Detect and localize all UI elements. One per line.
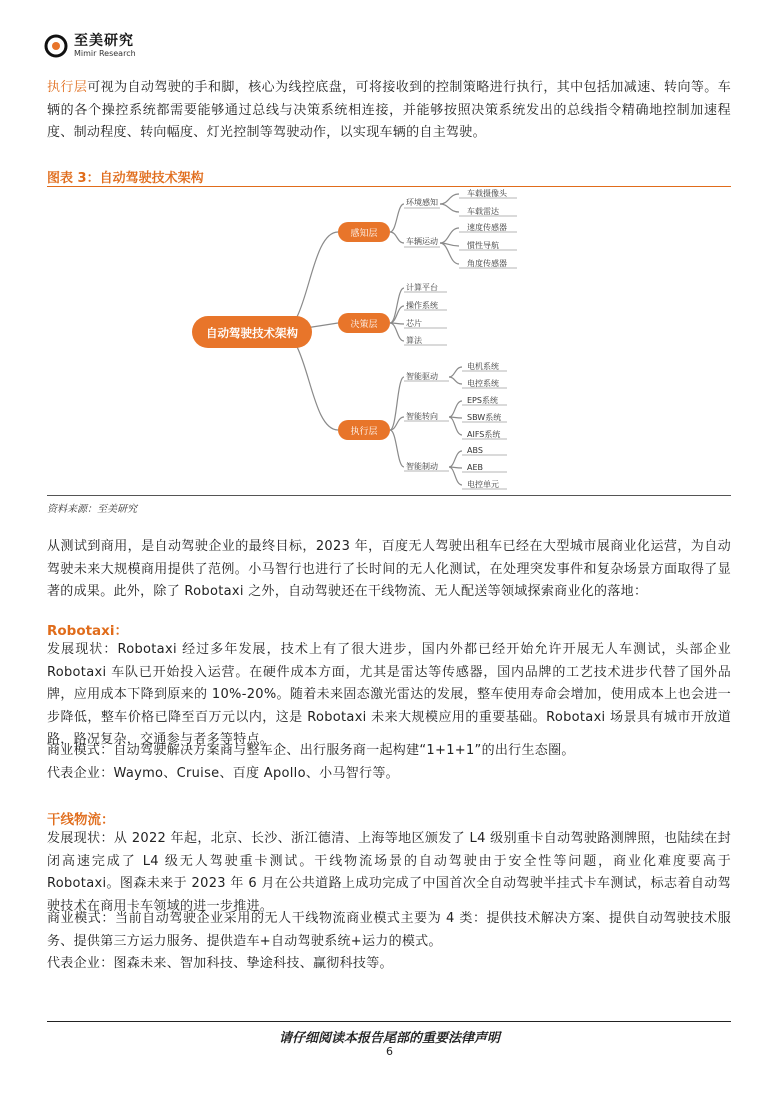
mm-inertial-nav: 惯性导航 [467, 241, 499, 250]
logistics-heading: 干线物流： [47, 812, 115, 828]
figure-source: 资料来源：至美研究 [47, 504, 137, 515]
mm-compute-platform: 计算平台 [406, 283, 438, 292]
mm-aifs: AIFS系统 [467, 430, 501, 439]
robotaxi-model: 商业模式：自动驾驶解决方案商与整车企、出行服务商一起构建“1+1+1”的出行生态圈。 [47, 743, 575, 758]
logistics-status: 发展现状：从 2022 年起，北京、长沙、浙江德清、上海等地区颁发了 L4 级别重卡自动驾驶路测牌照，也陆续在封闭高速完成了 L4 级无人驾驶重卡测试。干线物流场景的自动驾驶由于安全性等问题，商业化难度要高于 Robotaxi。图森未来于 2023 年 6 月在公共道路上成功完成了中国首次全自动驾驶半挂式卡车测试，标志着自动驾驶技术在商用卡车领域的进一步推进。 [47, 831, 731, 914]
legal-notice: 请仔细阅读本报告尾部的重要法律声明 [278, 1031, 500, 1046]
mm-angle-sensor: 角度传感器 [467, 259, 507, 268]
logo-name-en: Mimir Research [74, 49, 136, 58]
intro-text: 可视为自动驾驶的手和脚，核心为线控底盘，可将接收到的控制策略进行执行，其中包括加减速、转向等。车辆的各个操控系统都需要能够通过总线与决策系统相连接，并能够按照决策系统发出的总线指令精确地控制加速程度、制动程度、转向幅度、灯光控制等驾驶动作，以实现车辆的自主驾驶。 [47, 80, 731, 140]
logo-mark-icon [44, 34, 68, 58]
figure-title: 图表 3：自动驾驶技术架构 [47, 171, 204, 186]
mm-radar: 车载雷达 [467, 207, 499, 216]
robotaxi-companies: 代表企业：Waymo、Cruise、百度 Apollo、小马智行等。 [47, 766, 399, 781]
logo [44, 31, 136, 61]
node-decision-label: 决策层 [350, 320, 378, 330]
page-number: 6 [386, 1045, 393, 1058]
mm-env-perception: 环境感知 [406, 198, 438, 207]
mm-aeb: AEB [467, 463, 484, 472]
mm-smart-brake: 智能制动 [406, 462, 438, 471]
commercialization-paragraph: 从测试到商用，是自动驾驶企业的最终目标，2023 年，百度无人驾驶出租车已经在大型城市展商业化运营，为自动驾驶未来大规模商用提供了范例。小马智行也进行了长时间的无人化测试，在处理突发事件和复杂场景方面取得了显著的成果。此外，除了 Robotaxi 之外，自动驾驶还在干线物流、无人配送等领域探索商业化的落地： [47, 539, 731, 599]
robotaxi-status: 发展现状：Robotaxi 经过多年发展，技术上有了很大进步，国内外都已经开始允许开展无人车测试，头部企业 Robotaxi 车队已开始投入运营。在硬件成本方面，尤其是雷达等传感器，国内品牌的工艺技术进步代替了国外品牌，应用成本下降到原来的 10%-20%。随着未来固态激光雷达的发展，整车使用寿命会增加，使用成本上也会进一步降低，整车价格已降至百万元以内，这是 Robotaxi 未来大规模应用的重要基础。Robotaxi 场景具有城市开放道路，路况复杂，交通参与者多等特点。 [47, 642, 731, 747]
node-execution-label: 执行层 [350, 427, 378, 437]
mm-camera: 车载摄像头 [467, 189, 507, 198]
mm-smart-drive: 智能驱动 [406, 372, 438, 381]
footer-divider [47, 1021, 731, 1022]
robotaxi-heading: Robotaxi： [47, 623, 129, 639]
mm-algorithm: 算法 [406, 336, 422, 345]
mm-abs: ABS [467, 446, 483, 455]
mind-map [47, 186, 731, 494]
logistics-companies: 代表企业：图森未来、智加科技、挚途科技、赢彻科技等。 [47, 956, 393, 971]
figure-bottom-divider [47, 495, 731, 496]
mm-ecu: 电控单元 [467, 480, 499, 489]
mm-os: 操作系统 [406, 301, 438, 310]
logistics-model: 商业模式：当前自动驾驶企业采用的无人干线物流商业模式主要为 4 类：提供技术解决方案、提供自动驾驶技术服务、提供第三方运力服务、提供造车+自动驾驶系统+运力的模式。 [47, 911, 731, 949]
mm-vehicle-motion: 车辆运动 [406, 237, 438, 246]
intro-highlight: 执行层 [47, 80, 88, 95]
mm-smart-steer: 智能转向 [406, 412, 438, 421]
mm-speed-sensor: 速度传感器 [467, 223, 507, 232]
intro-paragraph [47, 77, 731, 145]
node-perception-label: 感知层 [350, 229, 378, 239]
logo-name-cn: 至美研究 [74, 33, 134, 49]
mm-motor-system: 电机系统 [467, 362, 499, 371]
mm-eps: EPS系统 [467, 396, 498, 405]
mm-sbw: SBW系统 [467, 413, 502, 422]
mm-chip: 芯片 [406, 319, 422, 328]
root-node-label: 自动驾驶技术架构 [206, 326, 298, 340]
mm-ecu-system: 电控系统 [467, 379, 499, 388]
